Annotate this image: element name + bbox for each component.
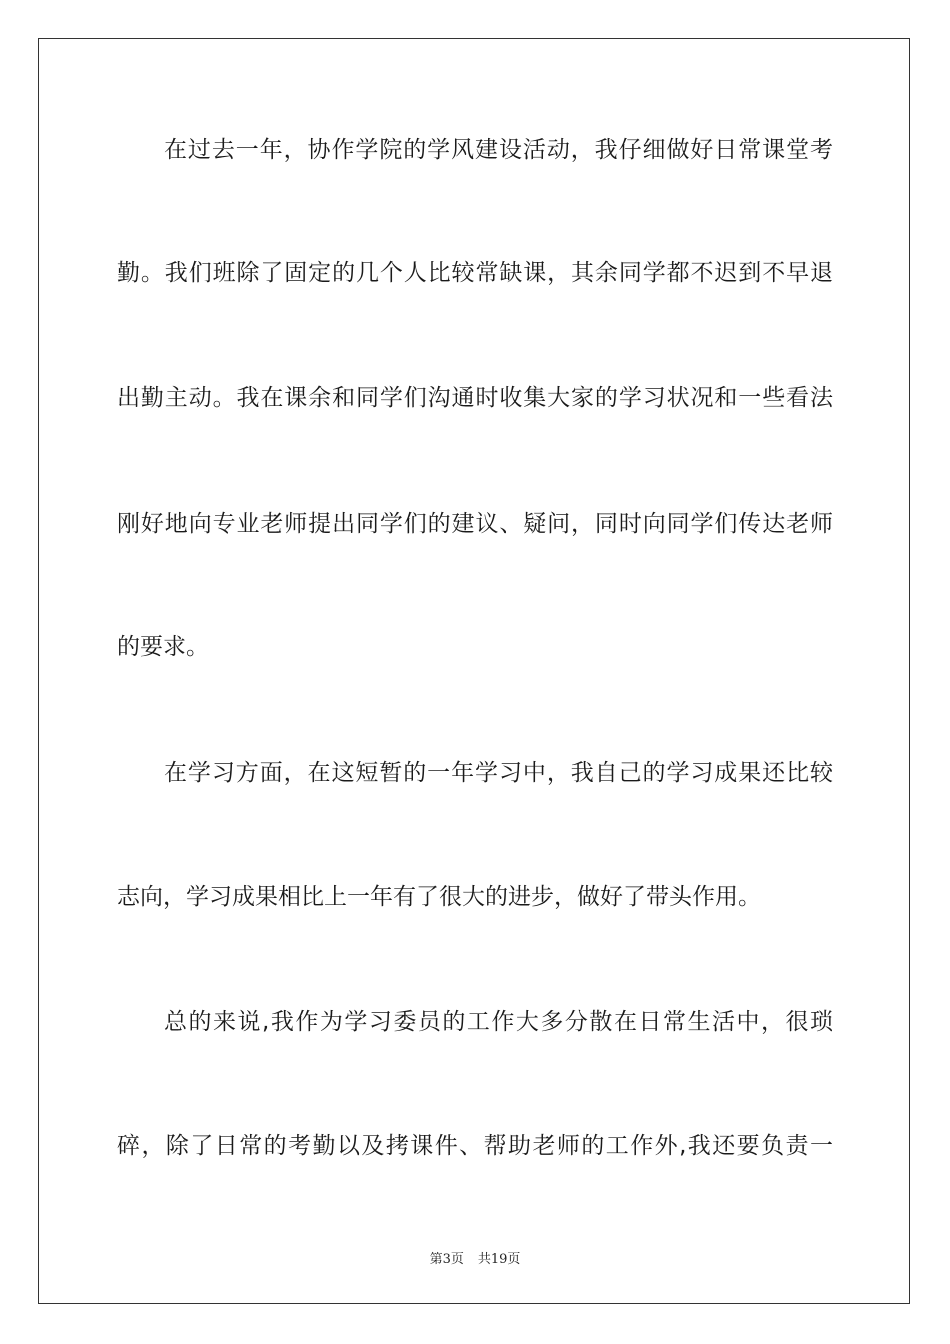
page-footer bbox=[0, 1248, 950, 1267]
paragraph-line: 刚好地向专业老师提出同学们的建议、疑问，同时向同学们传达老师 bbox=[117, 511, 833, 537]
paragraph-line: 勤。我们班除了固定的几个人比较常缺课，其余同学都不迟到不早退 bbox=[117, 260, 833, 286]
page-number: 第3页 bbox=[429, 1252, 464, 1267]
paragraph-line: 碎，除了日常的考勤以及拷课件、帮助老师的工作外,我还要负责一 bbox=[117, 1133, 833, 1159]
paragraph-line: 总的来说,我作为学习委员的工作大多分散在日常生活中，很琐 bbox=[164, 1009, 833, 1035]
paragraph-line: 志向，学习成果相比上一年有了很大的进步，做好了带头作用。 bbox=[117, 884, 761, 910]
paragraph-line: 在过去一年，协作学院的学风建设活动，我仔细做好日常课堂考 bbox=[164, 137, 833, 163]
page-total: 共19页 bbox=[477, 1252, 521, 1267]
paragraph-line: 的要求。 bbox=[117, 634, 209, 660]
page-border bbox=[38, 38, 910, 1304]
paragraph-line: 出勤主动。我在课余和同学们沟通时收集大家的学习状况和一些看法 bbox=[117, 385, 833, 411]
paragraph-line: 在学习方面，在这短暂的一年学习中，我自己的学习成果还比较 bbox=[164, 760, 833, 786]
